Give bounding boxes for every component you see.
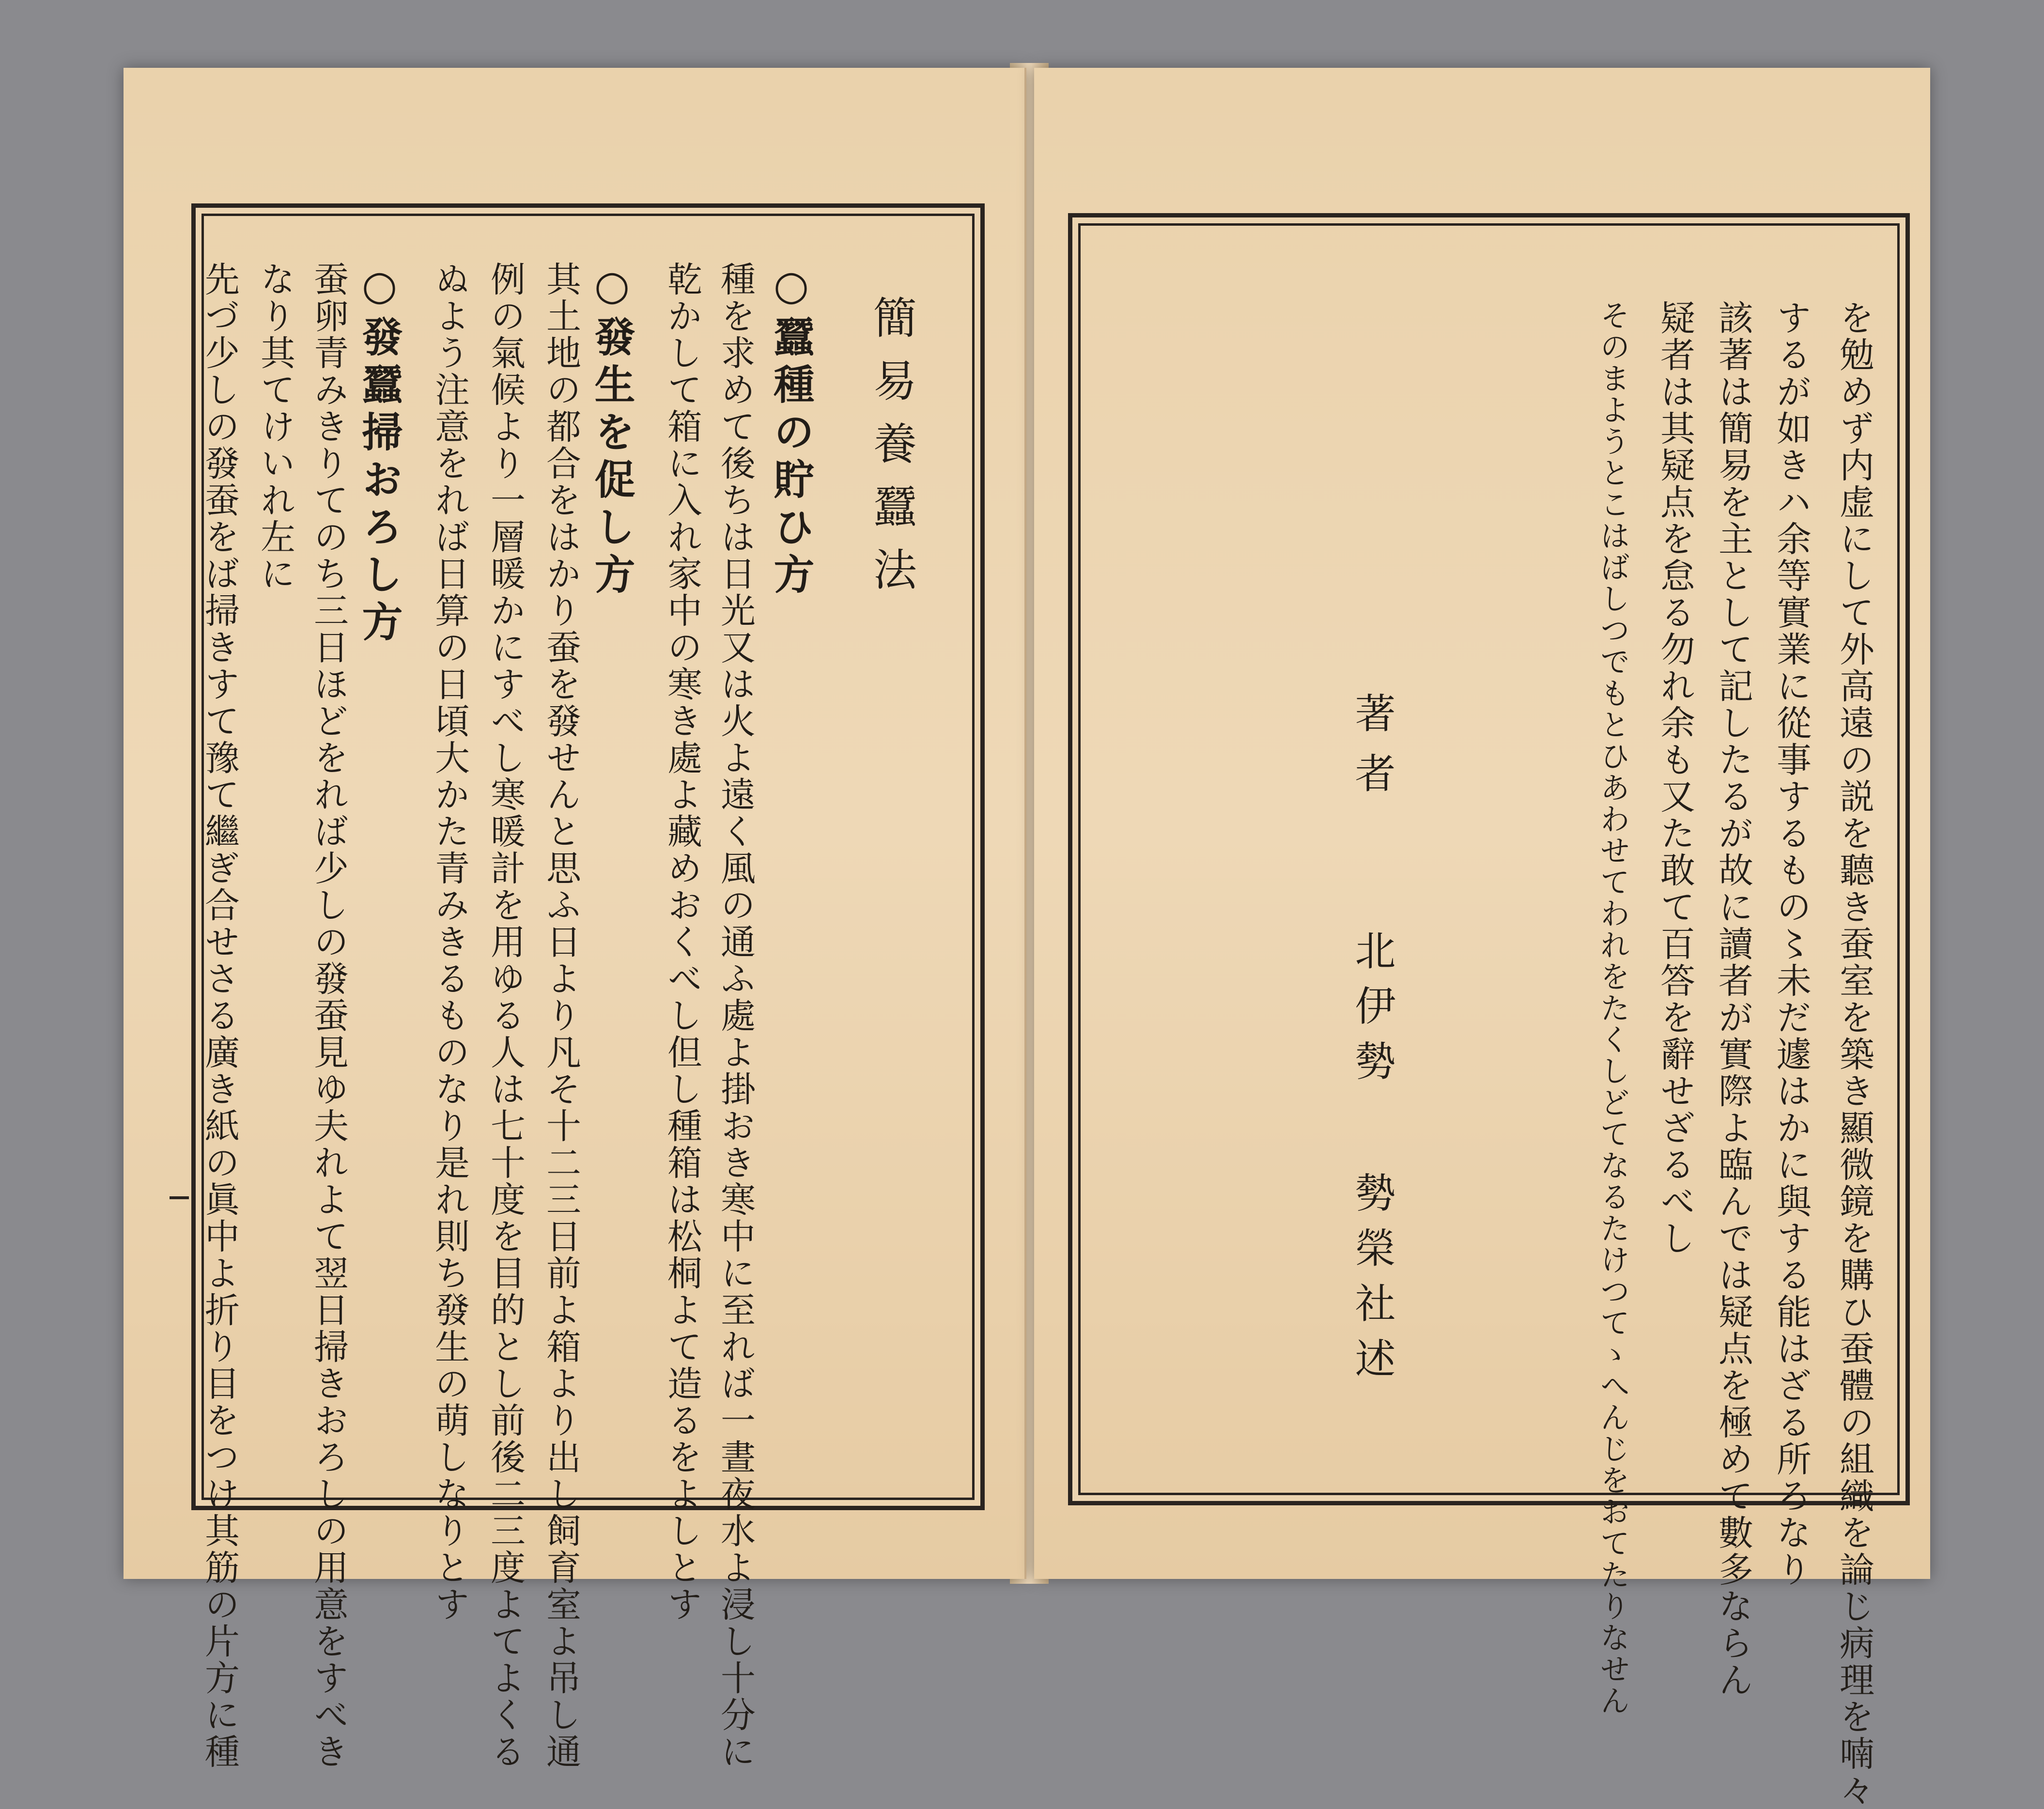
body-column: ぬよう注意をれば日算の日頃大かた青みきるものなり是れ則ち發生の萌しなりとす [429, 261, 470, 1623]
section-heading-sweeping: ○發蠶掃おろし方 [356, 261, 403, 648]
left-page [124, 68, 1026, 1770]
publisher-name: 勢榮社述 [1348, 1172, 1396, 1392]
note-column: そのまようとこはばしつでもとひあわせてわれをたくしどてなるたけつてゝへんじをおてたりなせん [1595, 300, 1630, 1716]
body-column: 其土地の都合をはかり蚕を發せんと思ふ日より凡そ十二三日前よ箱より出し飼育室よ吊し通 [541, 261, 581, 1770]
section-heading-storage: ○蠶種の貯ひ方 [767, 261, 815, 601]
author-label: 著者 [1348, 692, 1396, 812]
author-name: 北伊勢 [1348, 929, 1396, 1095]
body-column: するが如きハ余等實業に從事するもの〻未だ遽はかに與する能はざる所ろなり [1771, 300, 1812, 1588]
section-heading-hatching: ○發生を促し方 [588, 261, 636, 601]
body-column: を勉めず内虚にして外高遠の説を聽き蚕室を築き顯微鏡を購ひ蚕體の組織を論じ病理を喃々 [1834, 300, 1874, 1809]
body-column: 例の氣候より一層暖かにすべし寒暖計を用ゆる人は七十度を目的とし前後二三度よてよくる [485, 261, 526, 1770]
body-column: 蚕卵青みきりてのち三日ほどをれば少しの發蚕見ゆ夫れよて翌日掃きおろしの用意をすべき [308, 261, 349, 1770]
right-page-frame [1068, 213, 1910, 1809]
right-page [1034, 68, 1930, 1809]
body-column: 種を求めて後ちは日光又は火よ遠く風の通ふ處よ掛おき寒中に至れば一晝夜水よ浸し十分に [715, 261, 756, 1770]
margin-mark [170, 1196, 189, 1199]
body-column: なり其てけいれ左に [255, 261, 295, 592]
body-column: 疑者は其疑点を怠る勿れ余も又た敢て百答を辭せざるべし [1655, 300, 1695, 1257]
left-page-frame [191, 203, 985, 1770]
body-column: 先づ少しの發蚕をば掃きすて豫て繼ぎ合せさる廣き紙の眞中よ折り目をつけ其筋の片方に種 [199, 261, 240, 1770]
body-column: 乾かして箱に入れ家中の寒き處よ藏めおくべし但し種箱は松桐よて造るをよしとす [662, 261, 702, 1623]
body-column: 該著は簡易を主として記したるが故に讀者が實際よ臨んでは疑点を極めて數多ならん [1713, 300, 1753, 1699]
page-title: 簡易養蠶法 [866, 295, 916, 610]
